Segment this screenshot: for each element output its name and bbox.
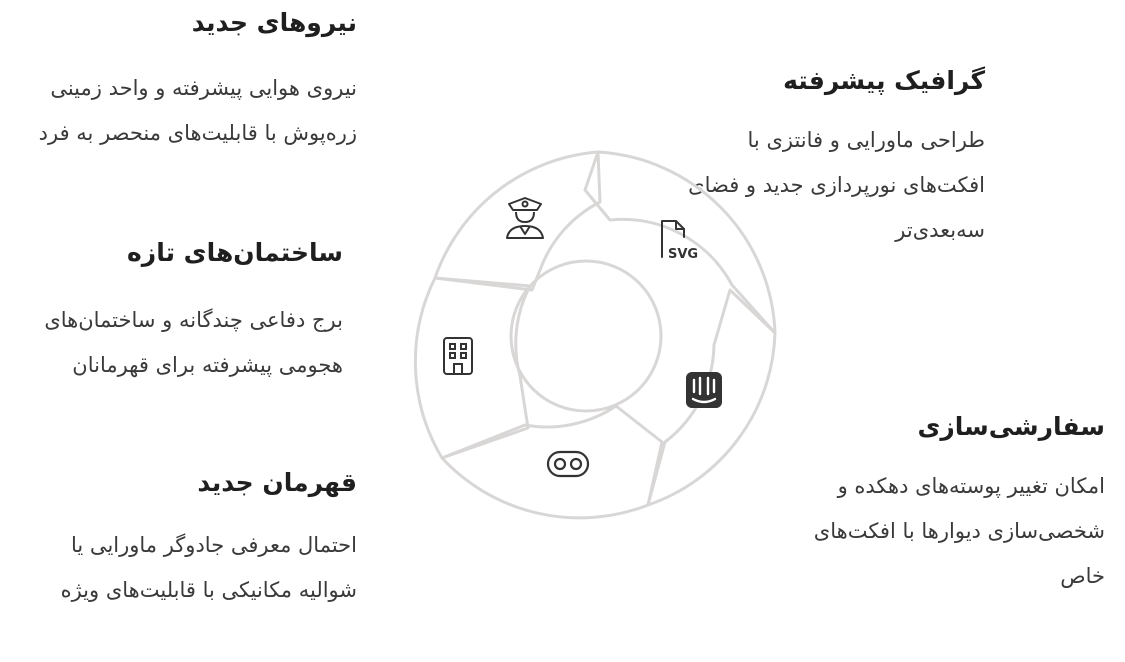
cycle-segment-forces [435,152,600,290]
feature-description: احتمال معرفی جادوگر ماورایی یا شوالیه مکانیکی با قابلیت‌های ویژه [60,533,357,602]
pilot-icon [507,198,543,238]
vr-headset-icon [548,452,588,476]
cycle-hub [511,261,661,411]
feature-title: قهرمان جدید [197,468,357,497]
cycle-diagram [390,140,790,540]
feature-new-buildings [13,236,343,388]
feature-new-hero [27,466,357,613]
feature-title: گرافیک پیشرفته [783,66,985,95]
feature-description: طراحی ماورایی و فانتزی با افکت‌های نورپردازی جدید و فضای سه‌بعدی‌تر [688,128,985,242]
feature-description: برج دفاعی چندگانه و ساختمان‌های هجومی پیشرفته برای قهرمانان [44,308,343,377]
building-icon [444,338,472,374]
feature-customization [785,410,1105,599]
feature-description: امکان تغییر پوسته‌های دهکده و شخصی‌سازی دیوارها با افکت‌های خاص [813,474,1105,588]
intercom-icon [686,372,722,408]
feature-title: نیروهای جدید [191,8,357,37]
feature-new-forces [37,6,357,156]
cycle-segment-hero [442,406,662,518]
feature-description: نیروی هوایی پیشرفته و واحد زمینی زره‌پوش با قابلیت‌های منحصر به فرد [38,76,357,145]
svg-text:SVG: SVG [668,247,699,262]
feature-title: سفارشی‌سازی [917,412,1105,441]
feature-title: ساختمان‌های تازه [127,238,343,267]
